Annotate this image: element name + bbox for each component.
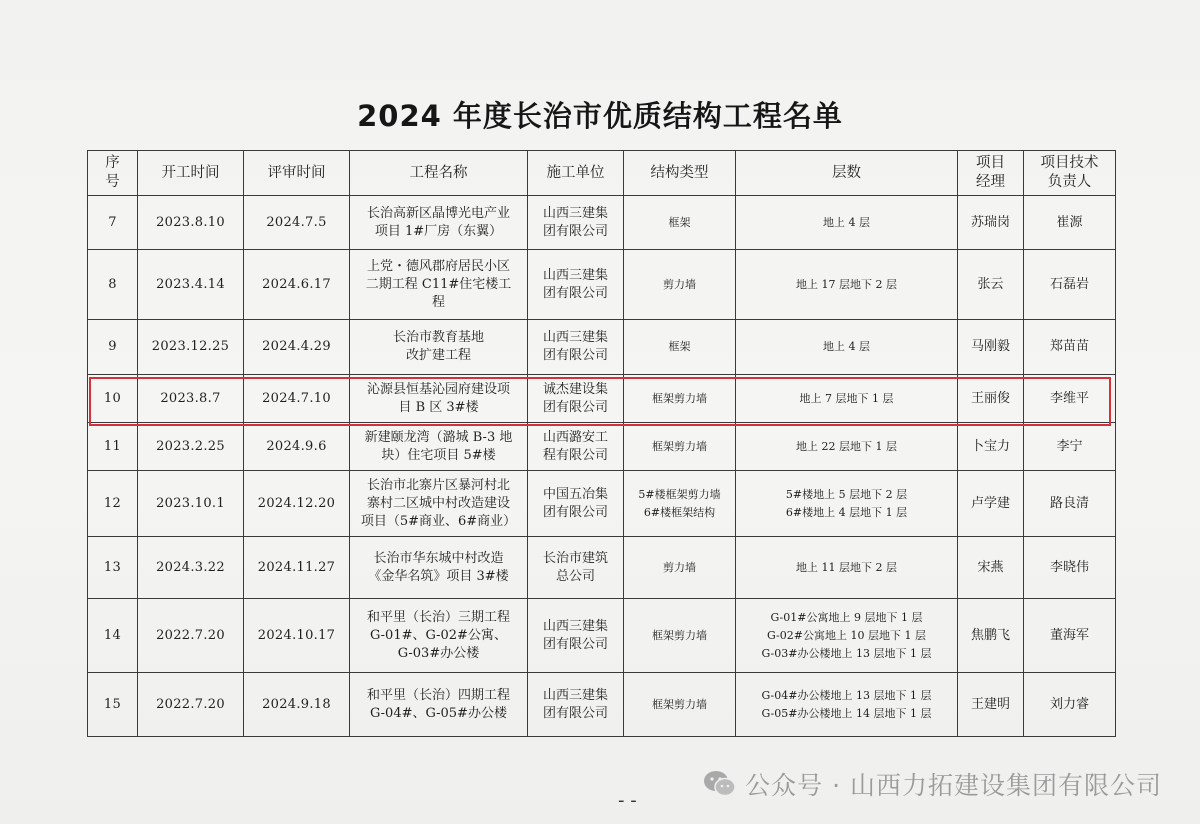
cell-no: 8 bbox=[88, 250, 138, 320]
col-tech-lead-header: 项目技术 负责人 bbox=[1024, 151, 1116, 196]
cell-start-date: 2023.8.10 bbox=[138, 196, 244, 250]
cell-no: 12 bbox=[88, 471, 138, 537]
cell-no: 10 bbox=[88, 375, 138, 423]
table-row bbox=[88, 250, 1116, 320]
cell-project-name: 长治市华东城中村改造 《金华名筑》项目 3#楼 bbox=[350, 537, 528, 599]
cell-builder: 山西潞安工 程有限公司 bbox=[528, 423, 624, 471]
cell-project-name: 沁源县恒基沁园府建设项 目 B 区 3#楼 bbox=[350, 375, 528, 423]
cell-structure: 剪力墙 bbox=[624, 250, 736, 320]
cell-start-date: 2022.7.20 bbox=[138, 673, 244, 737]
cell-floors: 地上 11 层地下 2 层 bbox=[736, 537, 958, 599]
cell-builder: 长治市建筑 总公司 bbox=[528, 537, 624, 599]
cell-builder: 山西三建集 团有限公司 bbox=[528, 320, 624, 375]
cell-review-date: 2024.7.10 bbox=[244, 375, 350, 423]
cell-no: 15 bbox=[88, 673, 138, 737]
cell-tech-lead: 路良清 bbox=[1024, 471, 1116, 537]
col-review-date-header: 评审时间 bbox=[244, 151, 350, 196]
cell-builder: 山西三建集 团有限公司 bbox=[528, 196, 624, 250]
cell-structure: 框架 bbox=[624, 320, 736, 375]
cell-review-date: 2024.11.27 bbox=[244, 537, 350, 599]
wechat-icon bbox=[703, 769, 737, 799]
cell-builder: 山西三建集 团有限公司 bbox=[528, 250, 624, 320]
cell-builder: 山西三建集 团有限公司 bbox=[528, 599, 624, 673]
cell-project-name: 和平里（长治）四期工程 G-04#、G-05#办公楼 bbox=[350, 673, 528, 737]
cell-manager: 卜宝力 bbox=[958, 423, 1024, 471]
col-start-date-header: 开工时间 bbox=[138, 151, 244, 196]
cell-floors: G-04#办公楼地上 13 层地下 1 层 G-05#办公楼地上 14 层地下 1 层 bbox=[736, 673, 958, 737]
project-list-table bbox=[87, 150, 1116, 737]
table-row bbox=[88, 599, 1116, 673]
col-project-name-header: 工程名称 bbox=[350, 151, 528, 196]
col-no-header: 序 号 bbox=[88, 151, 138, 196]
cell-manager: 宋燕 bbox=[958, 537, 1024, 599]
cell-builder: 山西三建集 团有限公司 bbox=[528, 673, 624, 737]
cell-start-date: 2023.10.1 bbox=[138, 471, 244, 537]
cell-no: 14 bbox=[88, 599, 138, 673]
cell-structure: 框架剪力墙 bbox=[624, 375, 736, 423]
cell-start-date: 2023.12.25 bbox=[138, 320, 244, 375]
cell-manager: 张云 bbox=[958, 250, 1024, 320]
cell-structure: 框架剪力墙 bbox=[624, 599, 736, 673]
cell-floors: 地上 4 层 bbox=[736, 320, 958, 375]
cell-no: 9 bbox=[88, 320, 138, 375]
cell-review-date: 2024.12.20 bbox=[244, 471, 350, 537]
cell-project-name: 长治市北寨片区暴河村北 寨村二区城中村改造建设 项目（5#商业、6#商业） bbox=[350, 471, 528, 537]
table-row bbox=[88, 375, 1116, 423]
table-row bbox=[88, 320, 1116, 375]
table-body bbox=[88, 196, 1116, 737]
cell-tech-lead: 郑苗苗 bbox=[1024, 320, 1116, 375]
cell-project-name: 上党・德风郡府居民小区 二期工程 C11#住宅楼工 程 bbox=[350, 250, 528, 320]
cell-floors: 地上 17 层地下 2 层 bbox=[736, 250, 958, 320]
cell-tech-lead: 李维平 bbox=[1024, 375, 1116, 423]
cell-structure: 5#楼框架剪力墙 6#楼框架结构 bbox=[624, 471, 736, 537]
cell-manager: 卢学建 bbox=[958, 471, 1024, 537]
cell-project-name: 新建颐龙湾（潞城 B-3 地 块）住宅项目 5#楼 bbox=[350, 423, 528, 471]
col-manager-header: 项目 经理 bbox=[958, 151, 1024, 196]
cell-project-name: 长治高新区晶博光电产业 项目 1#厂房（东翼） bbox=[350, 196, 528, 250]
cell-start-date: 2022.7.20 bbox=[138, 599, 244, 673]
cell-structure: 剪力墙 bbox=[624, 537, 736, 599]
cell-manager: 王建明 bbox=[958, 673, 1024, 737]
cell-builder: 中国五冶集 团有限公司 bbox=[528, 471, 624, 537]
cell-no: 11 bbox=[88, 423, 138, 471]
cell-floors: 地上 7 层地下 1 层 bbox=[736, 375, 958, 423]
cell-review-date: 2024.6.17 bbox=[244, 250, 350, 320]
cell-manager: 王丽俊 bbox=[958, 375, 1024, 423]
document-title: 2024 年度长治市优质结构工程名单 bbox=[357, 99, 843, 133]
cell-manager: 马刚毅 bbox=[958, 320, 1024, 375]
cell-review-date: 2024.9.6 bbox=[244, 423, 350, 471]
cell-review-date: 2024.7.5 bbox=[244, 196, 350, 250]
cell-structure: 框架 bbox=[624, 196, 736, 250]
col-floors-header: 层数 bbox=[736, 151, 958, 196]
cell-floors: 地上 22 层地下 1 层 bbox=[736, 423, 958, 471]
cell-structure: 框架剪力墙 bbox=[624, 423, 736, 471]
cell-floors: 5#楼地上 5 层地下 2 层 6#楼地上 4 层地下 1 层 bbox=[736, 471, 958, 537]
watermark bbox=[703, 766, 1162, 802]
table-header-row bbox=[88, 151, 1116, 196]
watermark-text: 公众号 · 山西力拓建设集团有限公司 bbox=[745, 771, 1162, 800]
cell-review-date: 2024.4.29 bbox=[244, 320, 350, 375]
table-row bbox=[88, 537, 1116, 599]
table-row bbox=[88, 471, 1116, 537]
cell-tech-lead: 刘力睿 bbox=[1024, 673, 1116, 737]
cell-no: 13 bbox=[88, 537, 138, 599]
cell-structure: 框架剪力墙 bbox=[624, 673, 736, 737]
cell-tech-lead: 崔源 bbox=[1024, 196, 1116, 250]
cell-manager: 苏瑞岗 bbox=[958, 196, 1024, 250]
cell-start-date: 2023.2.25 bbox=[138, 423, 244, 471]
cell-tech-lead: 李宁 bbox=[1024, 423, 1116, 471]
table-row bbox=[88, 673, 1116, 737]
col-builder-header: 施工单位 bbox=[528, 151, 624, 196]
cell-floors: 地上 4 层 bbox=[736, 196, 958, 250]
cell-review-date: 2024.9.18 bbox=[244, 673, 350, 737]
cell-floors: G-01#公寓地上 9 层地下 1 层 G-02#公寓地上 10 层地下 1 层 G-03#办公楼地上 13 层地下 1 层 bbox=[736, 599, 958, 673]
table-row bbox=[88, 423, 1116, 471]
cell-no: 7 bbox=[88, 196, 138, 250]
cell-tech-lead: 董海军 bbox=[1024, 599, 1116, 673]
cell-project-name: 和平里（长治）三期工程 G-01#、G-02#公寓、 G-03#办公楼 bbox=[350, 599, 528, 673]
col-structure-header: 结构类型 bbox=[624, 151, 736, 196]
cell-builder: 诚杰建设集 团有限公司 bbox=[528, 375, 624, 423]
table-row bbox=[88, 196, 1116, 250]
cell-manager: 焦鹏飞 bbox=[958, 599, 1024, 673]
cell-start-date: 2023.8.7 bbox=[138, 375, 244, 423]
cell-review-date: 2024.10.17 bbox=[244, 599, 350, 673]
cell-start-date: 2023.4.14 bbox=[138, 250, 244, 320]
cell-tech-lead: 李晓伟 bbox=[1024, 537, 1116, 599]
cell-project-name: 长治市教育基地 改扩建工程 bbox=[350, 320, 528, 375]
page-mark: - - bbox=[618, 790, 637, 811]
cell-start-date: 2024.3.22 bbox=[138, 537, 244, 599]
cell-tech-lead: 石磊岩 bbox=[1024, 250, 1116, 320]
